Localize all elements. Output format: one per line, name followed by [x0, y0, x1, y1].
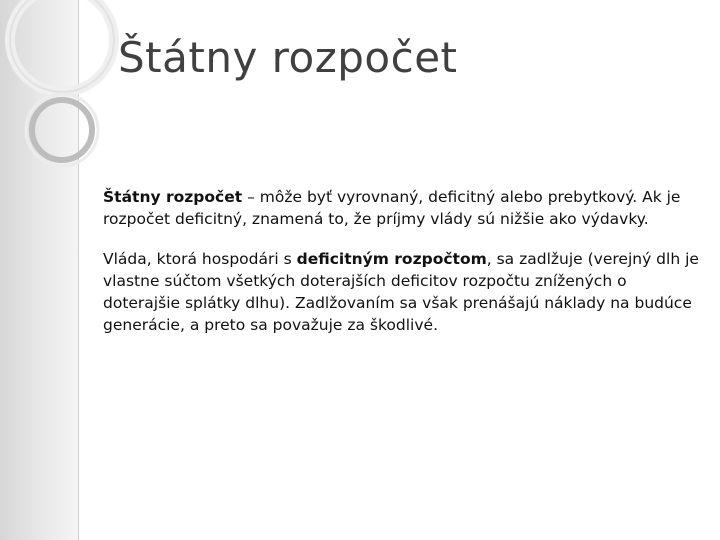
slide-body	[103, 186, 708, 354]
paragraph-2-text-after: , sa zadlžuje (verejný dlh je vlastne súčtom všetkých doterajších deficitov rozpočtu znížených o doterajšie splátky dlhu). Zadlžovaním sa však prenášajú náklady na budúce generácie, a preto sa považuje za škodlivé.	[103, 250, 699, 334]
paragraph-1-bold-term: Štátny rozpočet	[103, 188, 243, 206]
decorative-circles	[0, 0, 190, 200]
paragraph-1	[103, 186, 708, 230]
large-ring-edge	[10, 0, 114, 92]
paragraph-2	[103, 248, 708, 336]
slide-title: Štátny rozpočet	[118, 33, 458, 82]
paragraph-2-text-before: Vláda, ktorá hospodári s	[103, 250, 297, 268]
paragraph-1-text: – môže byť vyrovnaný, deficitný alebo prebytkový. Ak je rozpočet deficitný, znamená to, že príjmy vlády sú nižšie ako výdavky.	[103, 188, 681, 228]
small-ring	[32, 100, 92, 160]
paragraph-2-bold-term: deficitným rozpočtom	[296, 250, 487, 268]
small-ring-halo	[26, 94, 98, 166]
